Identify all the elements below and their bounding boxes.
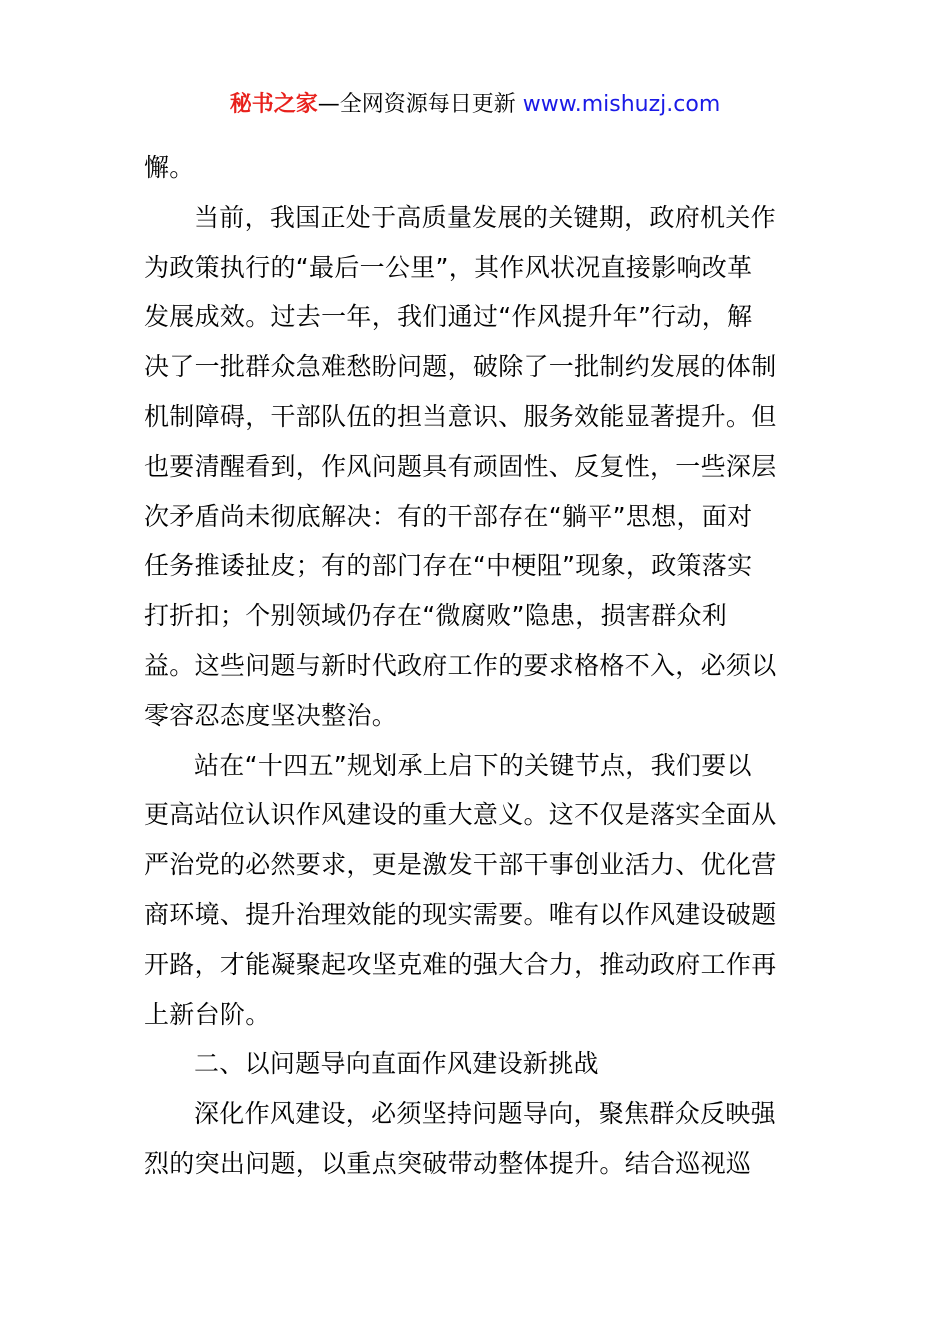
brand-name: 秘书之家 [229,92,318,117]
paragraph-line: 发展成效。过去一年，我们通过“作风提升年”行动，解 [144,302,753,332]
paragraph-3 [144,1089,814,1189]
page-header [0,88,950,122]
continuation-line: 懈。 [144,153,195,182]
paragraph-line: 机制障碍，干部队伍的担当意识、服务效能显著提升。但 [144,401,777,431]
paragraph-line: 烈的突出问题，以重点突破带动整体提升。结合巡视巡 [144,1148,752,1178]
paragraph-2 [144,741,814,1040]
paragraph-line: 为政策执行的“最后一公里”，其作风状况直接影响改革 [144,252,753,282]
paragraph-line: 更高站位认识作风建设的重大意义。这不仅是落实全面从 [144,800,777,830]
paragraph-line: 次矛盾尚未彻底解决：有的干部存在“躺平”思想，面对 [144,501,753,531]
paragraph-line: 当前，我国正处于高质量发展的关键期，政府机关作 [194,202,776,232]
section-heading: 二、以问题导向直面作风建设新挑战 [194,1049,599,1079]
header-tagline: —全网资源每日更新 [317,92,523,117]
paragraph-line: 深化作风建设，必须坚持问题导向，聚焦群众反映强 [194,1099,776,1129]
paragraph-line: 也要清醒看到，作风问题具有顽固性、反复性，一些深层 [144,451,777,481]
paragraph-1 [144,193,814,741]
paragraph-line: 决了一批群众急难愁盼问题，破除了一批制约发展的体制 [144,352,777,382]
paragraph-line: 打折扣；个别领域仍存在“微腐败”隐患，损害群众利 [144,601,728,631]
paragraph-line: 开路，才能凝聚起攻坚克难的强大合力，推动政府工作再 [144,949,777,979]
paragraph-line: 任务推诿扯皮；有的部门存在“中梗阻”现象，政策落实 [144,551,753,581]
document-body [144,143,814,1189]
paragraph-line: 益。这些问题与新时代政府工作的要求格格不入，必须以 [144,650,777,680]
paragraph-line: 零容忍态度坚决整治。 [144,700,398,730]
paragraph-line: 站在“十四五”规划承上启下的关键节点，我们要以 [194,750,752,780]
paragraph-line: 严治党的必然要求，更是激发干部干事创业活力、优化营 [144,850,777,880]
paragraph-line: 商环境、提升治理效能的现实需要。唯有以作风建设破题 [144,899,777,929]
site-url-link[interactable]: www.mishuzj.com [522,92,721,117]
paragraph-line: 上新台阶。 [144,999,271,1029]
